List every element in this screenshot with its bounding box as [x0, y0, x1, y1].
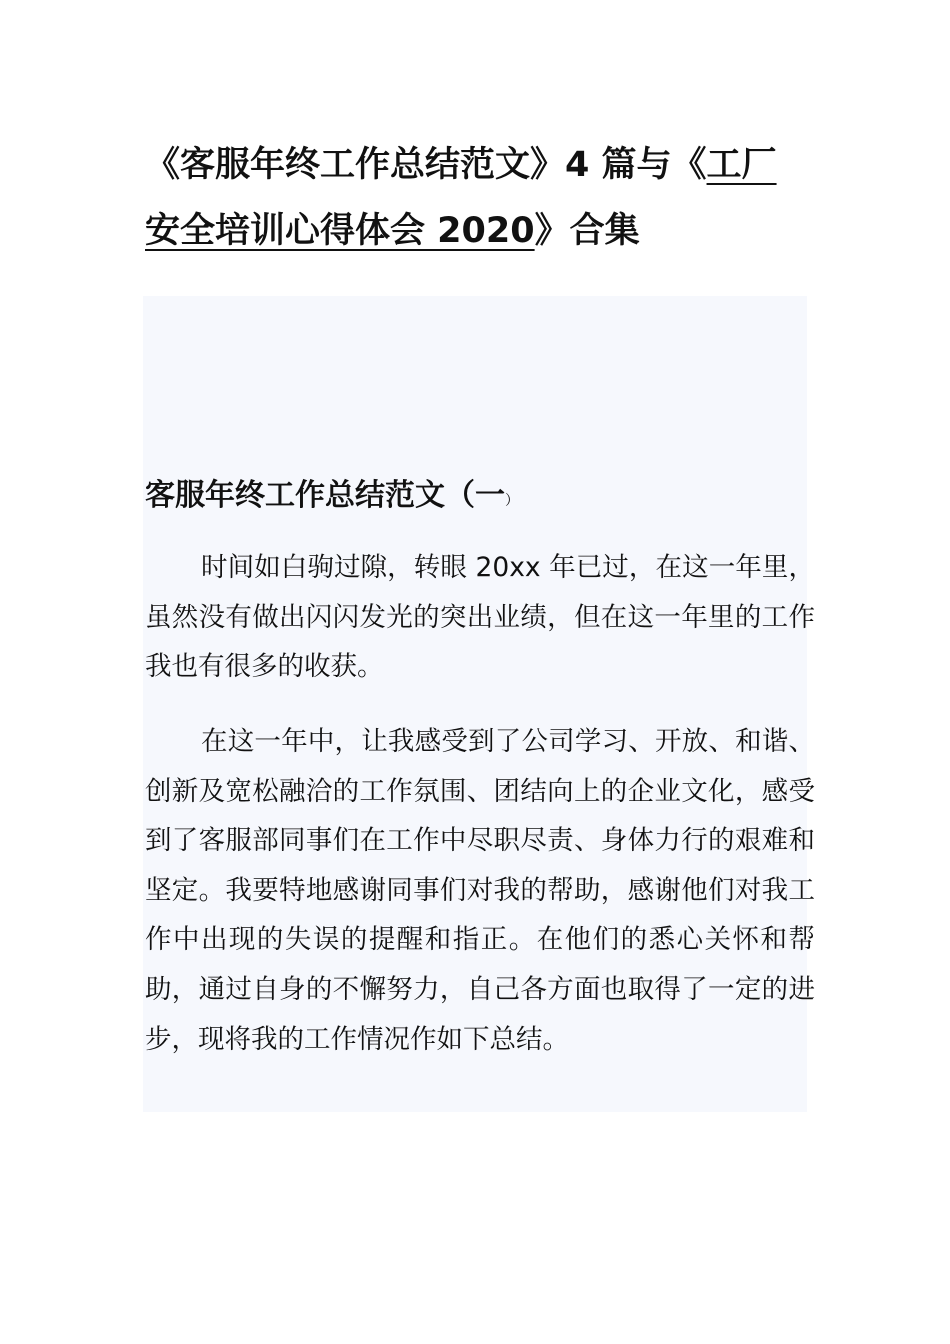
section-heading — [145, 470, 519, 527]
paragraph-2: 在这一年中，让我感受到了公司学习、开放、和谐、创新及宽松融洽的工作氛围、团结向上的企业文化，感受到了客服部同事们在工作中尽职尽责、身体力行的艰难和坚定。我要特地感谢同事们对我的帮助，感谢他们对我工作中出现的失误的提醒和指正。在他们的悉心关怀和帮助，通过自身的不懈努力，自己各方面也取得了一定的进步，现将我的工作情况作如下总结。 — [145, 726, 815, 1055]
title-suffix: 》合集 — [534, 211, 640, 251]
title-link[interactable]: 工厂安全培训心得体会 2020 — [145, 145, 777, 251]
section-heading-text: 客服年终工作总结范文（一 — [145, 478, 505, 513]
section-heading-close: ） — [505, 493, 519, 509]
title-prefix: 《客服年终工作总结范文》4 篇与《 — [145, 145, 707, 185]
paragraph-1: 时间如白驹过隙，转眼 20xx 年已过，在这一年里，虽然没有做出闪闪发光的突出业绩，但在这一年里的工作我也有很多的收获。 — [145, 552, 815, 683]
document-title — [145, 132, 805, 264]
